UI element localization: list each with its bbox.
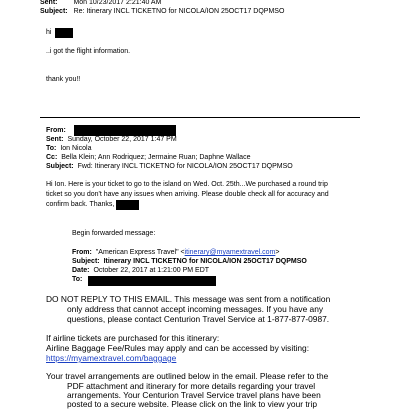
forward-subject-value: Fwd: Itinerary INCL TICKETNO for NICOLA/ION 25OCT17 DQPMSO xyxy=(77,163,293,170)
begin-forwarded-label: Begin forwarded message: xyxy=(72,230,156,237)
reply-greeting xyxy=(46,28,51,38)
greeting-text: hi xyxy=(46,29,52,36)
original-from-email-link[interactable]: itinerary@myamextravel.com xyxy=(184,249,276,256)
reply-sent-label: Sent: xyxy=(40,0,58,6)
forward-sent-label: Sent: xyxy=(46,136,64,143)
reply-line-1: ..i got the flight information. xyxy=(46,48,131,55)
original-subject-label: Subject: xyxy=(72,258,100,265)
forward-sent-row xyxy=(46,135,177,144)
forward-to-value: Ion Nicola xyxy=(60,145,92,152)
forward-to-row xyxy=(46,144,91,153)
original-from-label: From: xyxy=(72,249,92,256)
original-date-value: October 22, 2017 at 1:21:00 PM EDT xyxy=(93,267,210,274)
original-to-row xyxy=(72,275,82,284)
message-divider xyxy=(40,117,360,118)
forward-from-row xyxy=(46,126,66,135)
forward-subject-row xyxy=(46,162,293,171)
baggage-link[interactable]: https://myamextravel.com/baggage xyxy=(46,353,177,363)
reply-sent-value: Mon 10/23/2017 2:21:40 AM xyxy=(73,0,162,6)
redacted-signature xyxy=(116,200,139,210)
original-subject-row xyxy=(72,257,307,266)
reply-subject-row xyxy=(40,7,284,16)
forward-from-label: From: xyxy=(46,127,66,134)
original-subject-value: Itinerary INCL TICKETNO for NICOLA/ION 25OCT17 DQPMSO xyxy=(103,258,307,265)
original-date-label: Date: xyxy=(72,267,90,274)
original-from-name: "American Express Travel" < xyxy=(95,249,185,256)
original-date-row xyxy=(72,266,209,275)
forward-body-line-2: ticket so you don't have any issues when arriving. Please double check all for accuracy and xyxy=(46,191,329,198)
forward-sent-value: Sunday, October 22, 2017 1:47 PM xyxy=(67,136,177,143)
arrangements-line-2: PDF attachment and itinerary for more details regarding your travel xyxy=(67,381,316,391)
baggage-line-1: If airline tickets are purchased for this itinerary: xyxy=(46,333,220,343)
notice-line-3: questions, please contact Centurion Travel Service at 1-877-877-0987. xyxy=(67,314,330,324)
forward-body-line-3: confirm back. Thanks, xyxy=(46,201,115,208)
redacted-recipient xyxy=(88,276,216,286)
notice-line-1: DO NOT REPLY TO THIS EMAIL. This message was sent from a notification xyxy=(46,294,331,304)
baggage-link-row xyxy=(46,353,176,364)
arrangements-line-1: Your travel arrangements are outlined below in the email. Please refer to the xyxy=(46,371,329,381)
forward-body-line-1: Hi Ion. Here is your ticket to go to the island on Wed. Oct. 25th...We purchased a round trip xyxy=(46,181,328,188)
reply-subject-label: Subject: xyxy=(40,8,68,15)
forward-cc-label: Cc: xyxy=(46,154,58,161)
forward-cc-row xyxy=(46,153,250,162)
notice-line-2: only address that cannot accept incoming messages. If you have any xyxy=(67,304,324,314)
forward-to-label: To: xyxy=(46,145,57,152)
original-to-label: To: xyxy=(72,276,83,283)
baggage-line-2: Airline Baggage Fee/Rules may apply and can be accessed by visiting: xyxy=(46,343,310,353)
forward-cc-value: Bella Klein; Ann Rodriquez; Jermaine Ruan; Daphne Wallace xyxy=(61,154,251,161)
original-from-close: > xyxy=(275,249,280,256)
reply-line-2: thank you!! xyxy=(46,76,81,83)
reply-subject-value: Re: Itinerary INCL TICKETNO for NICOLA/ION 25OCT17 DQPMSO xyxy=(73,8,285,15)
arrangements-line-3: arrangements. Your Centurion Travel Service travel plans have been xyxy=(67,390,321,400)
forward-subject-label: Subject: xyxy=(46,163,74,170)
arrangements-line-4: posted to a secure website. Please click on the link to view your trip xyxy=(67,399,317,409)
reply-sent-row xyxy=(40,0,161,7)
redacted-name xyxy=(55,28,73,38)
original-from-row xyxy=(72,248,279,257)
